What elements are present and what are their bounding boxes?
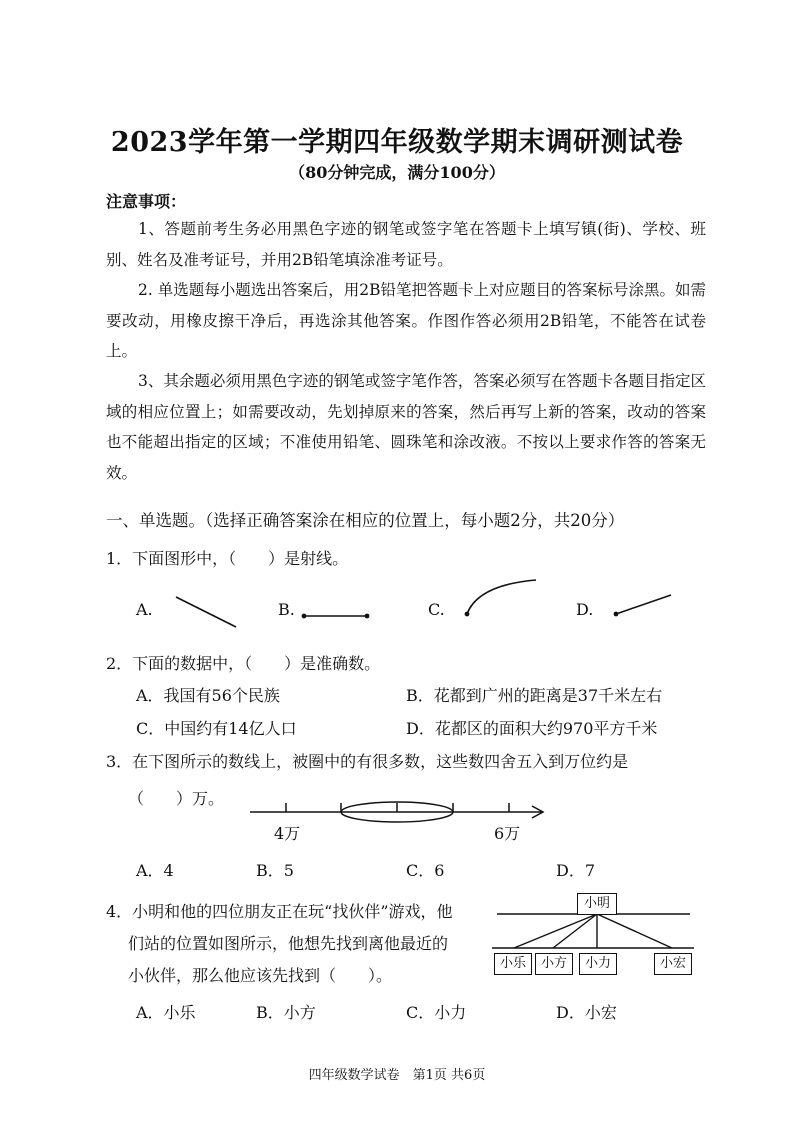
q2-option-b: B．花都到广州的距离是37千米左右	[406, 686, 663, 705]
page-footer: 四年级数学试卷 第1页 共6页	[308, 1068, 486, 1083]
page-title: 2023学年第一学期四年级数学期末调研测试卷	[110, 127, 684, 158]
q4-option-b: B．小方	[256, 1003, 316, 1022]
section-heading: 一、单选题。（选择正确答案涂在相应的位置上，每小题2分，共20分）	[106, 511, 625, 530]
q4-option-c: C．小力	[406, 1003, 467, 1022]
q1-option-c-label: C.	[428, 600, 445, 619]
box-xiaofang: 小方	[535, 953, 573, 975]
link-xiaofang	[553, 914, 597, 948]
box-xiaohong: 小宏	[654, 953, 692, 975]
q3-option-c: C．6	[406, 861, 445, 880]
tick-label-4wan: 4万	[274, 824, 301, 843]
q1-option-b-label: B.	[278, 600, 295, 619]
question-1-stem: 1．下面图形中，（ ）是射线。	[106, 549, 349, 568]
question-2-stem: 2．下面的数据中，（ ）是准确数。	[106, 654, 381, 673]
q2-option-a: A．我国有56个民族	[136, 686, 280, 705]
box-xiaoli: 小力	[579, 953, 617, 975]
box-xiaole: 小乐	[494, 953, 532, 975]
q3-option-d: D．7	[556, 861, 596, 880]
link-xiaole	[514, 914, 597, 948]
link-xiaohong	[597, 914, 672, 948]
note-1: 1、答题前考生务必用黑色字迹的钢笔或签字笔在答题卡上填写镇(街)、学校、班别、姓名及准考证号，并用2B铅笔填涂准考证号。	[106, 220, 706, 269]
q1-option-a-label: A.	[136, 600, 153, 619]
q2-option-c: C．中国约有14亿人口	[136, 719, 297, 738]
page-subtitle: （80分钟完成，满分100分）	[289, 163, 505, 182]
q3-option-a: A．4	[136, 861, 174, 880]
question-3-stem-line2: （ ）万。	[128, 789, 225, 808]
notes-heading: 注意事项：	[106, 192, 187, 211]
question-4-stem-line1: 4．小明和他的四位朋友正在玩“找伙伴”游戏，他	[106, 902, 453, 921]
question-4-stem-line2: 们站的位置如图所示，他想先找到离他最近的	[128, 934, 449, 953]
q2-option-d: D．花都区的面积大约970平方千米	[406, 719, 658, 738]
question-3-stem-line1: 3．在下图所示的数线上，被圈中的有很多数，这些数四舍五入到万位约是	[106, 752, 629, 771]
question-4-stem-line3: 小伙伴，那么他应该先找到（ ）。	[128, 966, 393, 985]
note-3: 3、其余题必须用黑色字迹的钢笔或签字笔作答，答案必须写在答题卡各题目指定区域的相应位置上；如需要改动，先划掉原来的答案，然后再写上新的答案，改动的答案也不能超出指定的区域；不准使用铅笔、圆珠笔和涂改液。不按以上要求作答的答案无效。	[106, 372, 706, 482]
q4-option-d: D．小宏	[556, 1003, 617, 1022]
q4-option-a: A．小乐	[136, 1003, 196, 1022]
box-xiaoming: 小明	[577, 893, 617, 915]
tick-label-6wan: 6万	[494, 824, 521, 843]
q3-option-b: B．5	[256, 861, 294, 880]
note-2: 2. 单选题每小题选出答案后，用2B铅笔把答题卡上对应题目的答案标号涂黑。如需要改动，用橡皮擦干净后，再选涂其他答案。作图作答必须用2B铅笔，不能答在试卷上。	[106, 281, 706, 360]
q1-option-d-label: D.	[576, 600, 594, 619]
